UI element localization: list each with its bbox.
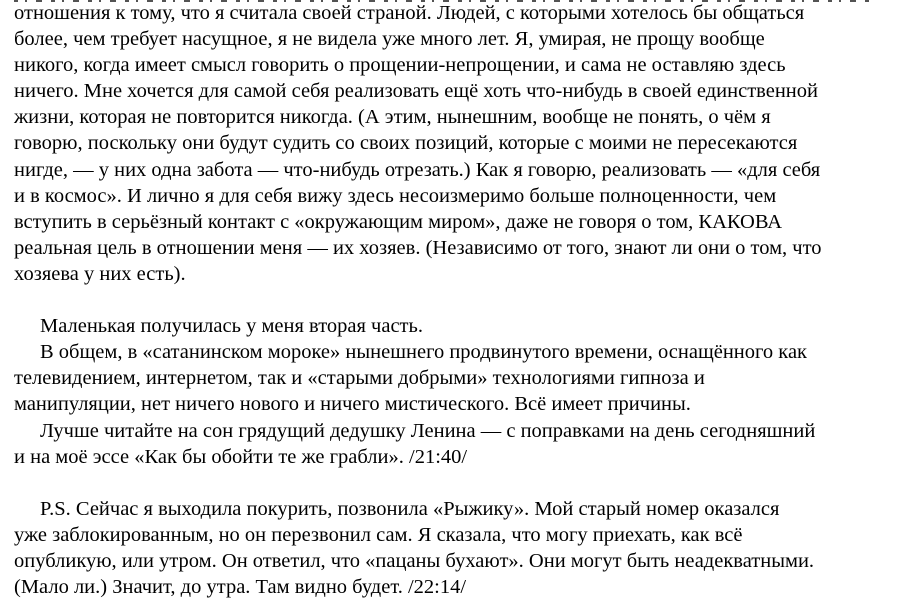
text-line: опубликую, или утром. Он ответил, что «пацаны бухают». Они могут быть неадекватными. [14,549,815,572]
text-line: реальная цель в отношении меня — их хозяев. (Независимо от того, знают ли они о том, что [14,236,822,259]
text-line: нигде, — у них одна забота — что-нибудь отрезать.) Как я говорю, реализовать — «для себя [14,158,821,181]
paragraph-2 [14,313,884,339]
text-line: В общем, в «сатанинском мороке» нынешнего продвинутого времени, оснащённого как [40,341,808,364]
text-line: и в космос». И лично я для себя вижу здесь несоизмеримо больше полноценности, чем [14,184,777,207]
text-line: (Мало ли.) Значит, до утра. Там видно будет. /22:14/ [14,576,467,599]
text-line: отношения к тому, что я считала своей страной. Людей, с которыми хотелось бы общаться [14,2,805,24]
text-line: говорю, поскольку они будут судить со своих позиций, которые с моими не пересекаются [14,132,798,155]
paragraph-4 [14,418,884,470]
paragraph-3 [14,339,884,417]
text-line: жизни, которая не повторится никогда. (А этим, нынешним, вообще не понять, о чём я [14,106,771,129]
text-line: уже заблокированным, но он перезвонил сам. Я сказала, что могу приехать, как всё [14,523,743,546]
text-line: вступить в серьёзный контакт с «окружающим миром», даже не говоря о том, КАКОВА [14,210,783,233]
paragraph-1-continuation [14,0,884,287]
text-line: ничего. Мне хочется для самой себя реализовать ещё хоть что-нибудь в своей единственной [14,80,818,103]
text-line: манипуляции, нет ничего нового и ничего мистического. Всё имеет причины. [14,393,691,416]
text-line: и на моё эссе «Как бы обойти те же грабли». /21:40/ [14,445,468,468]
text-line: более, чем требует насущное, я не видела уже много лет. Я, умирая, не прощу вообще [14,28,765,51]
text-line: Маленькая получилась у меня вторая часть. [40,315,423,338]
paragraph-ps [14,496,884,600]
text-line: телевидением, интернетом, так и «старыми добрыми» технологиями гипноза и [14,367,705,390]
text-line: хозяева у них есть). [14,262,186,285]
text-line: никого, когда имеет смысл говорить о прощении-непрощении, и сама не оставляю здесь [14,54,786,77]
text-line: P.S. Сейчас я выходила покурить, позвонила «Рыжику». Мой старый номер оказался [40,497,780,520]
text-line: Лучше читайте на сон грядущий дедушку Ленина — с поправками на день сегодняшний [40,419,816,442]
